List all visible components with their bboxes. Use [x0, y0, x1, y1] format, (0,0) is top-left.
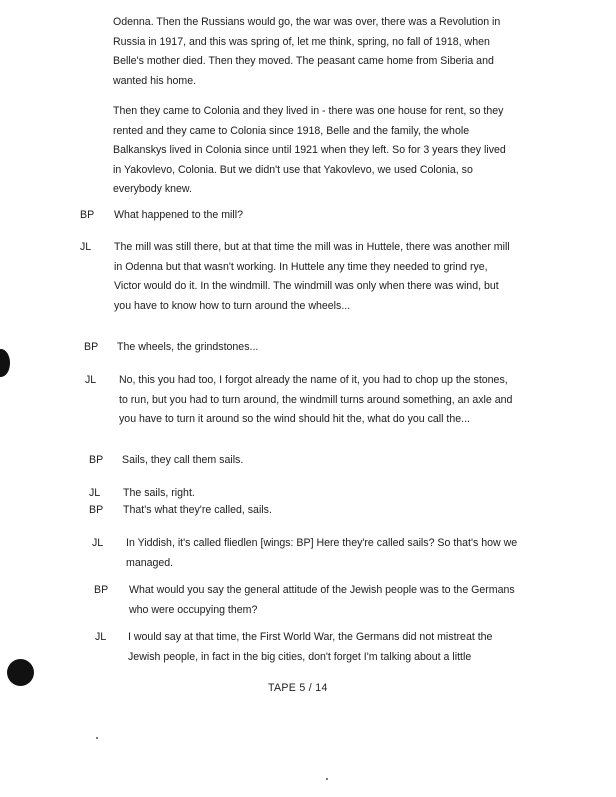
utterance-text: What happened to the mill? — [114, 209, 243, 221]
utterance-text: The sails, right. — [123, 487, 195, 499]
scan-speck — [96, 737, 98, 739]
speaker-label: BP — [84, 341, 99, 353]
utterance-text: No, this you had too, I forgot already the name of it, you had to chop up the stones, to run, but you had to turn around, the windmill turns around something, an axle and you have to turn it around so the wind should hit the, what do you call the... — [119, 374, 513, 425]
speaker-label: BP — [89, 504, 104, 516]
speaker-label: JL — [92, 537, 104, 549]
utterance-text: What would you say the general attitude of the Jewish people was to the Germans who were occupying them? — [129, 584, 515, 616]
speaker-label: JL — [95, 631, 107, 643]
speaker-label: BP — [94, 584, 109, 596]
utterance-text: The mill was still there, but at that time the mill was in Huttele, there was another mill in Odenna but that wasn't working. In Huttele any time they needed to grind rye, Victor would do it. In the windmill. The windmill was only when there was wind, but you have to know how to turn around the wheels... — [114, 241, 510, 312]
punch-hole-mark — [0, 349, 10, 377]
speaker-label: BP — [89, 454, 104, 466]
utterance-text: That's what they're called, sails. — [123, 504, 272, 516]
speaker-label: BP — [80, 209, 95, 221]
utterance-text: Sails, they call them sails. — [122, 454, 244, 466]
continuation-paragraph-2: Then they came to Colonia and they lived in - there was one house for rent, so they rented and they came to Colonia since 1918, Belle and the family, the whole Balkanskys lived in Colonia since until 1921 when they left. So for 3 years they lived in Yakovlevo, Colonia. But we didn't use that Yakovlevo, we used Colonia, so everybody knew. — [113, 105, 506, 195]
speaker-label: JL — [85, 374, 97, 386]
utterance-text: In Yiddish, it's called fliedlen [wings: BP] Here they're called sails? So that's how we managed. — [126, 537, 518, 569]
punch-hole-mark — [7, 659, 34, 686]
continuation-paragraph-1: Odenna. Then the Russians would go, the war was over, there was a Revolution in Russia in 1917, and this was spring of, let me think, spring, no fall of 1918, when Belle's mother died. Then they moved. The peasant came home from Siberia and wanted his home. — [113, 16, 501, 87]
scan-speck — [326, 778, 328, 780]
page-footer: TAPE 5 / 14 — [268, 682, 328, 694]
utterance-text: The wheels, the grindstones... — [117, 341, 259, 353]
speaker-label: JL — [89, 487, 101, 499]
utterance-text: I would say at that time, the First World War, the Germans did not mistreat the Jewish people, in fact in the big cities, don't forget I'm talking about a little — [128, 631, 493, 663]
speaker-label: JL — [80, 241, 92, 253]
